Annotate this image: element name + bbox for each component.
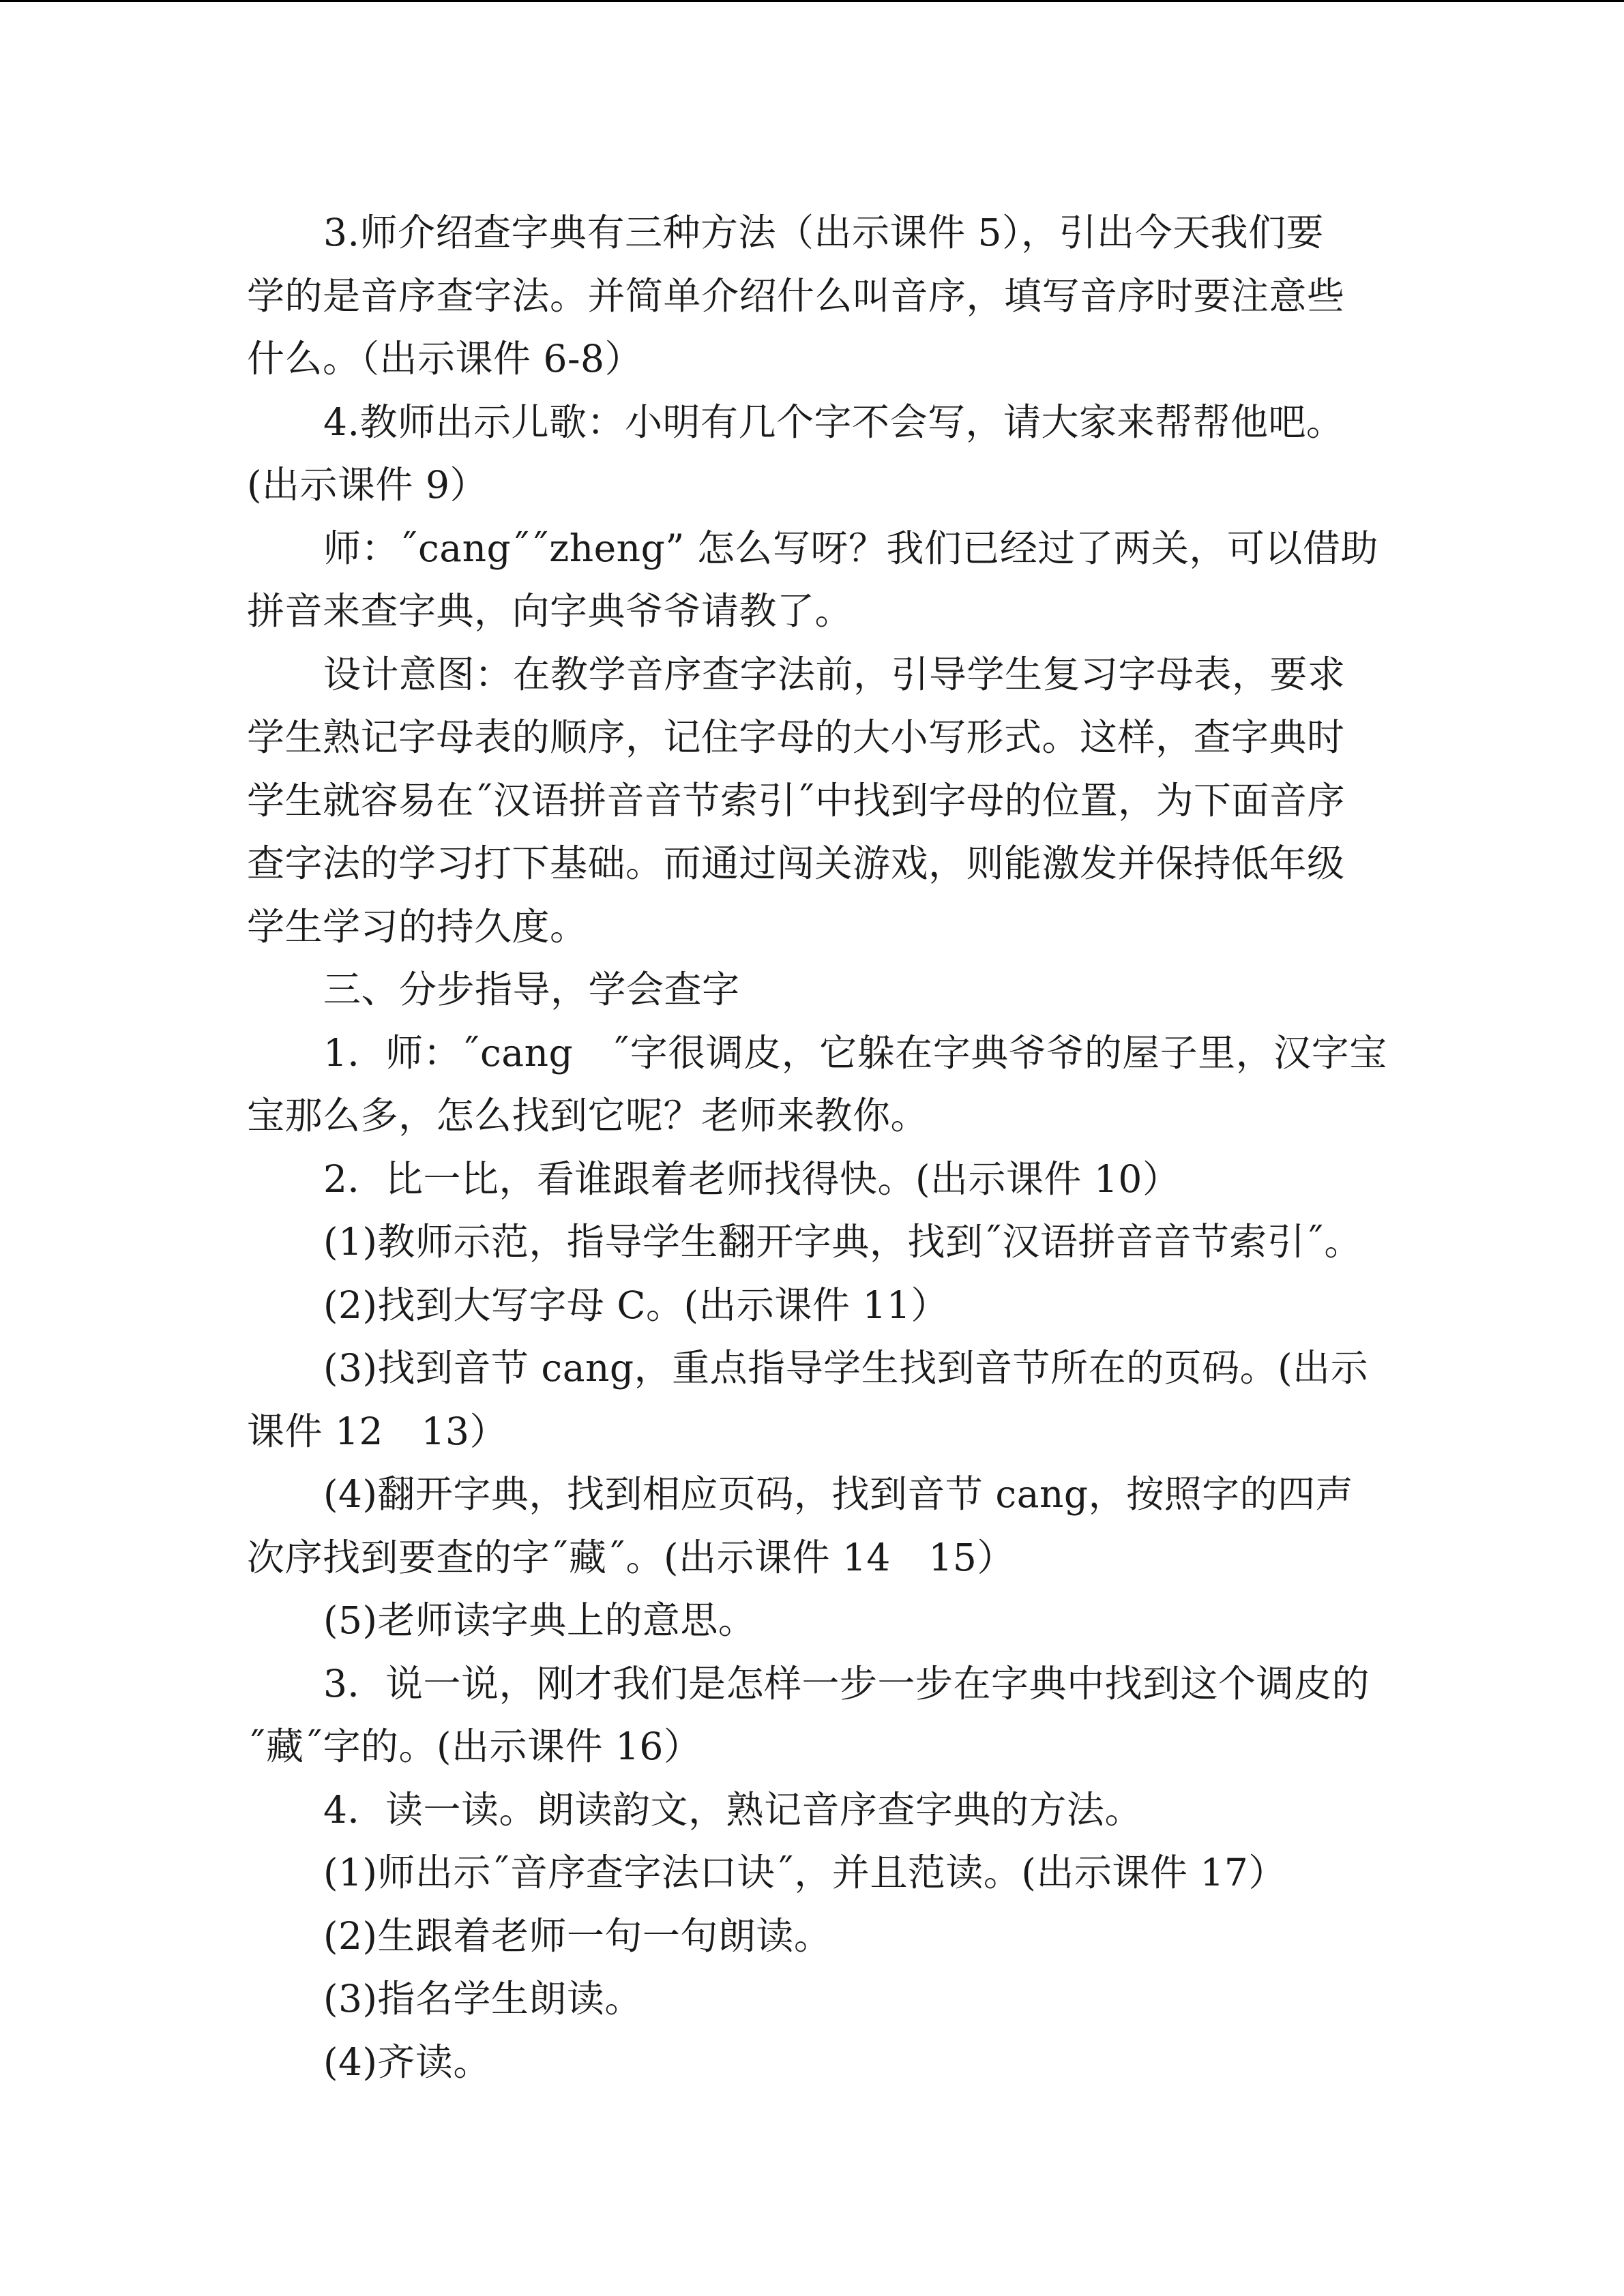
- paragraph-line: 4．读一读。朗读韵文，熟记音序查字典的方法。: [323, 1787, 1142, 1832]
- paragraph-line: 3．说一说，刚才我们是怎样一步一步在字典中找到这个调皮的: [323, 1661, 1370, 1705]
- paragraph-line: 1．师：˝cang ˝字很调皮，它躲在字典爷爷的屋子里，汉字宝: [323, 1030, 1387, 1075]
- section-heading: 三、分步指导，学会查字: [323, 968, 740, 1011]
- paragraph-line: 学的是音序查字法。并简单介绍什么叫音序，填写音序时要注意些: [247, 273, 1345, 318]
- paragraph-line: 3.师介绍查字典有三种方法（出示课件 5），引出今天我们要: [323, 211, 1324, 254]
- paragraph-line: 什么。（出示课件 6-8）: [247, 337, 643, 381]
- list-item: (3)指名学生朗读。: [323, 1977, 643, 2021]
- paragraph-line: 4.教师出示儿歌：小明有几个字不会写，请大家来帮帮他吧。: [323, 400, 1344, 444]
- paragraph-line: 设计意图：在教学音序查字法前，引导学生复习字母表，要求: [323, 652, 1346, 696]
- list-item: (3)找到音节 cang，重点指导学生找到音节所在的页码。(出示: [323, 1346, 1369, 1390]
- paragraph-line: 课件 12 13）: [247, 1409, 507, 1453]
- paragraph-line: 学生就容易在˝汉语拼音音节索引˝中找到字母的位置，为下面音序: [247, 778, 1346, 822]
- list-item: (2)生跟着老师一句一句朗读。: [323, 1913, 832, 1958]
- paragraph-line: 次序找到要查的字˝藏˝。(出示课件 14 15）: [247, 1535, 1015, 1579]
- paragraph-line: (出示课件 9）: [247, 463, 488, 507]
- list-item: (5)老师读字典上的意思。: [323, 1598, 756, 1642]
- paragraph-line: 2．比一比，看谁跟着老师找得快。(出示课件 10）: [323, 1157, 1181, 1201]
- paragraph-line: ˝藏˝字的。(出示课件 16）: [247, 1725, 702, 1768]
- paragraph-line: 学生熟记字母表的顺序，记住字母的大小写形式。这样，查字典时: [247, 715, 1345, 759]
- list-item: (4)翻开字典，找到相应页码，找到音节 cang，按照字的四声: [323, 1472, 1354, 1516]
- paragraph-line: 师：˝cang˝˝zheng” 怎么写呀？我们已经过了两关，可以借助: [323, 526, 1378, 570]
- list-item: (1)教师示范，指导学生翻开字典，找到˝汉语拼音音节索引˝。: [323, 1220, 1362, 1264]
- paragraph-line: 宝那么多，怎么找到它呢？老师来教你。: [247, 1094, 929, 1137]
- list-item: (2)找到大写字母 C。(出示课件 11）: [323, 1283, 949, 1327]
- paragraph-line: 查字法的学习打下基础。而通过闯关游戏，则能激发并保持低年级: [247, 841, 1345, 885]
- paragraph-line: 学生学习的持久度。: [247, 904, 588, 949]
- document-body: [247, 201, 1393, 2093]
- list-item: (4)齐读。: [323, 2040, 491, 2084]
- list-item: (1)师出示˝音序查字法口诀˝，并且范读。(出示课件 17）: [323, 1851, 1286, 1894]
- paragraph-line: 拼音来查字典，向字典爷爷请教了。: [247, 589, 853, 633]
